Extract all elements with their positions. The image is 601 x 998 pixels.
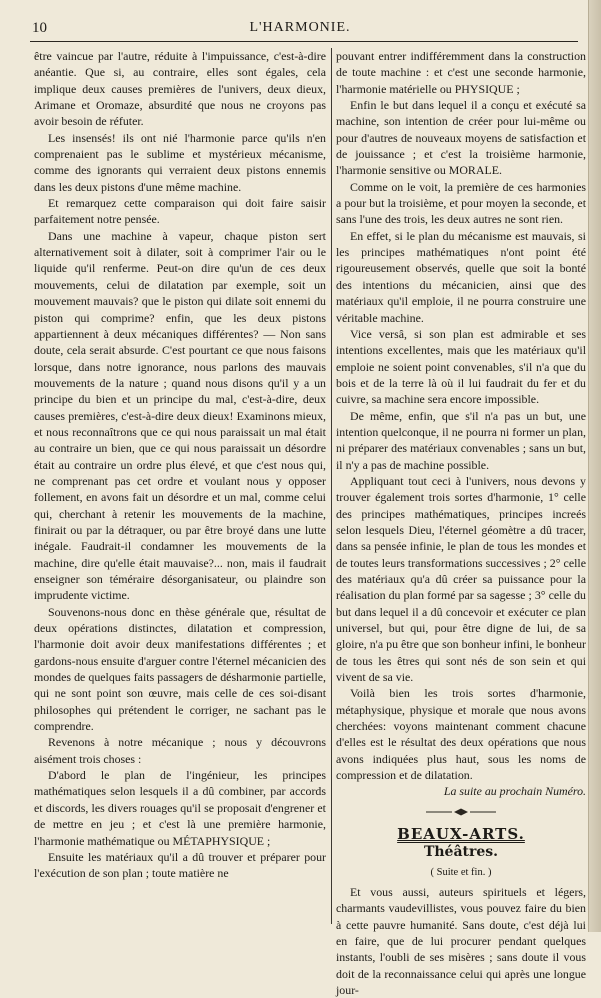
left-column: [34, 48, 326, 928]
column-divider: [331, 48, 332, 924]
right-paragraph-5: Vice versâ, si son plan est admirable et ses intentions excellentes, mais que les matériaux qu'il emploie ne soient point convenables, s'il n'a que du bois et de la terre là où il lui faudrait du fer et du cuivre, sa machine sera encore impossible.: [336, 326, 586, 407]
left-paragraph-2: Les insensés! ils ont nié l'harmonie parce qu'ils n'en comprenaient pas le sublime et mystérieux mécanisme, comme des ignorants qui verraient deux pistons ennemis dans les deux pistons d'une même machine.: [34, 130, 326, 194]
left-paragraph-5: Souvenons-nous donc en thèse générale que, résultat de deux opérations distinctes, dilatation et compression, l'harmonie doit avoir deux manifestations différentes ; et gardons-nous ensuite d'arguer contre l'éternel mécanicien des mondes de quelques faits passagers de désharmonie partielle, qui ne sont point son œuvre, mais celle de ces soi-disant philosophes qui prétendent le corriger, ne sachant pas le comprendre.: [34, 604, 326, 734]
page-number: 10: [32, 20, 47, 36]
right-paragraph-3: Comme on le voit, la première de ces harmonies a pour but la troisième, et pour moyen la seconde, et sans l'une des trois, les deux autres ne sont rien.: [336, 179, 586, 227]
running-title: L'HARMONIE.: [249, 20, 351, 35]
adjacent-page-edge: [588, 0, 601, 932]
right-paragraph-6: De même, enfin, que s'il n'a pas un but, une intention quelconque, il ne pourra ni former un plan, ni préparer des matériaux convenables ; sans un but, il n'y a pas de machine possible.: [336, 408, 586, 472]
left-paragraph-1: être vaincue par l'autre, réduite à l'impuissance, c'est-à-dire anéantie. Que si, au contraire, elles sont égales, cela implique deux causes premières de l'univers, deux dieux, Arimane et Oromaze, absurdité que nous ne croyons pas avoir besoin de réfuter.: [34, 49, 326, 129]
right-paragraph-7: Appliquant tout ceci à l'univers, nous devons y trouver également trois sortes d'harmonie, 1° celle des principes mathématiques, principes increés selon lesquels Dieu, l'éternel géomètre a dû tracer, dans sa pensée infinie, le plan de tous les mondes et de toutes leurs transformations successives ; 2° celle des matériaux qu'a dû créer sa puissance pour la réalisation du plan formé par sa sagesse ; 3° celle du but dans lequel il a dû concevoir et exécuter ce plan universel, but qui, pour être digne de lui, de sa gloire, n'a pu être que son bonheur infini, le bonheur de tous les êtres qui sont nés de son sein et qui vivent de sa vie.: [336, 473, 586, 685]
left-paragraph-8: Ensuite les matériaux qu'il a dû trouver et préparer pour l'exécution de son plan ; toute matière ne: [34, 849, 326, 881]
ornamental-rule-icon: [426, 808, 496, 816]
left-paragraph-4: Dans une machine à vapeur, chaque piston sert alternativement soit à dilater, soit à comprimer l'air ou le liquide qu'il renferme. Peut-on dire qu'un de ces deux mouvements, celui de dilatation par exemple, soit un mouvement mauvais? que le piston qui dilate soit ennemi du piston qui comprime? enfin, que les deux pistons appartiennent à deux mécaniques différentes? — Non sans doute, cela serait absurde. C'est pourtant ce que nous faisons lorsque, dans notre ignorance, nous parlons des mauvais mouvements de la nature ; quand nous disons qu'il y a un principe du bien et un principe du mal, c'est-à-dire, deux causes premières, c'est-à-dire deux dieux! Examinons mieux, et nous reconnaîtrons que ce qui nous paraissait un mal était au contraire un bien, que ce qui nous paraissait un désordre était au contraire un ordre plus élevé, et que c'est nous qui, ne comprenant pas cet ordre et voulant nous y opposer follement, en avons fait un désordre et un mal, comme celui qui, cherchant à retenir les mouvements de la machine, finirait ou par la détraquer, ou par être broyé dans une lutte inégale. Faudrait-il condamner les mouvements de la machine, dire qu'elle était mauvaise?... non, mais il faudrait enseigner son téméraire désorganisateur, ou plaindre son imprudente victime.: [34, 228, 326, 603]
continuation-note: La suite au prochain Numéro.: [443, 784, 586, 799]
section-subtitle: Théâtres.: [423, 844, 499, 861]
right-paragraph-1: pouvant entrer indifféremment dans la construction de toute machine : et c'est une seconde harmonie, l'harmonie matérielle ou PHYSIQUE ;: [336, 49, 586, 96]
continued-note: ( Suite et fin. ): [430, 866, 492, 878]
right-paragraph-2: Enfin le but dans lequel il a conçu et exécuté sa machine, son intention de créer pour lui-même ou pour d'autres de nouveaux moyens de satisfaction et de jouissance ; et c'est la troisième harmonie, l'harmonie sensitive ou MORALE.: [336, 98, 586, 178]
right-paragraph-8: Voilà bien les trois sortes d'harmonie, métaphysique, physique et morale que nous avons cherchées: voyons maintenant comment chacune d'elles est le résultat des deux opérations que nous avons indiquées plus haut, sous les noms de compression et de dilatation.: [336, 686, 586, 783]
right-column: [336, 48, 586, 997]
left-paragraph-3: Et remarquez cette comparaison qui doit faire saisir parfaitement notre pensée.: [34, 196, 326, 227]
header-rule: [30, 41, 578, 42]
left-paragraph-7: D'abord le plan de l'ingénieur, les principes mathématiques selon lesquels il a dû combiner, par accords et discords, les divers rouages qu'il se proposait d'engrener et de mettre en jeu ; et c'est là une première harmonie, l'harmonie mathématique ou MÉTAPHYSIQUE ;: [34, 768, 326, 848]
section-title: BEAUX-ARTS.: [397, 824, 525, 843]
left-paragraph-6: Revenons à notre mécanique ; nous y découvrons aisément trois choses :: [34, 735, 326, 766]
right-paragraph-4: En effet, si le plan du mécanisme est mauvais, si les principes mathématiques n'ont point été rigoureusement observés, quelle que soit la bonté des intentions du mécanicien, ainsi que des matériaux qu'il emploie, il ne pourra construire une véritable machine.: [336, 228, 586, 325]
section-paragraph-1: Et vous aussi, auteurs spirituels et légers, charmants vaudevillistes, vous pouvez faire du bien à cette pauvre humanité. Sans doute, c'est déjà lui en faire, que de lui procurer pendant quelques instants, l'oubli de ses misères ; sans doute il vous doit de la reconnaissance celui qui après une longue jour-: [336, 884, 586, 997]
